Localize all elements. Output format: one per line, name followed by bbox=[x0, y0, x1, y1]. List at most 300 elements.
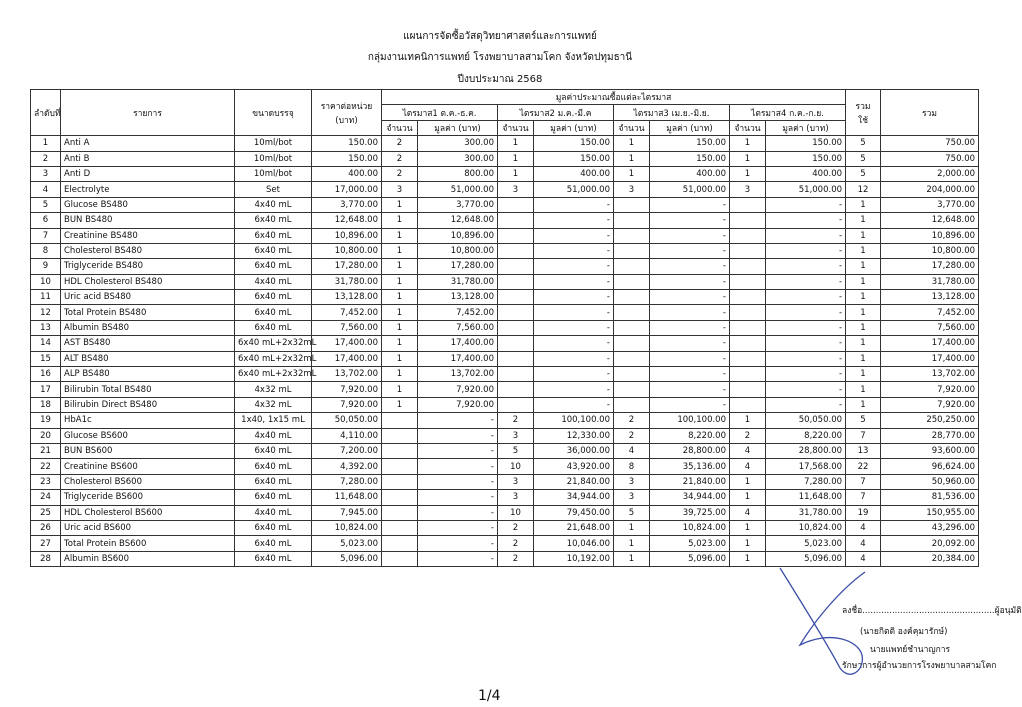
row-no: 15 bbox=[31, 351, 61, 366]
q4-qty bbox=[730, 382, 766, 397]
q1-value: 10,800.00 bbox=[418, 243, 498, 258]
q3-qty bbox=[614, 320, 650, 335]
item-name: Albumin BS480 bbox=[61, 320, 235, 335]
q1-qty bbox=[382, 536, 418, 551]
q3-value: - bbox=[650, 367, 730, 382]
q3-value: - bbox=[650, 320, 730, 335]
table-row bbox=[31, 474, 979, 489]
unit-price: 17,000.00 bbox=[312, 182, 382, 197]
q2-qty: 2 bbox=[498, 551, 534, 566]
q1-qty: 1 bbox=[382, 382, 418, 397]
q3-value: - bbox=[650, 336, 730, 351]
row-no: 13 bbox=[31, 320, 61, 335]
q4-qty: 4 bbox=[730, 505, 766, 520]
row-no: 2 bbox=[31, 151, 61, 166]
q2-value: - bbox=[534, 259, 614, 274]
table-row bbox=[31, 505, 979, 520]
header-q3-value: มูลค่า (บาท) bbox=[650, 120, 730, 135]
q3-qty bbox=[614, 351, 650, 366]
item-name: Uric acid BS600 bbox=[61, 520, 235, 535]
q2-qty: 3 bbox=[498, 428, 534, 443]
q1-qty: 1 bbox=[382, 213, 418, 228]
page-number: 1/4 bbox=[478, 688, 501, 704]
row-no: 28 bbox=[31, 551, 61, 566]
total-value: 43,296.00 bbox=[881, 520, 979, 535]
q4-qty bbox=[730, 274, 766, 289]
q2-value: - bbox=[534, 197, 614, 212]
q1-qty: 1 bbox=[382, 320, 418, 335]
item-name: Creatinine BS600 bbox=[61, 459, 235, 474]
unit-price: 50,050.00 bbox=[312, 413, 382, 428]
q3-value: 34,944.00 bbox=[650, 490, 730, 505]
signer-acting-position: รักษาการผู้อำนวยการโรงพยาบาลสามโคก bbox=[842, 661, 997, 671]
row-no: 18 bbox=[31, 397, 61, 412]
q3-value: 5,023.00 bbox=[650, 536, 730, 551]
total-qty: 1 bbox=[846, 305, 881, 320]
unit-price: 7,560.00 bbox=[312, 320, 382, 335]
item-name: HbA1c bbox=[61, 413, 235, 428]
q3-qty: 1 bbox=[614, 520, 650, 535]
q1-value: - bbox=[418, 520, 498, 535]
q3-value: 150.00 bbox=[650, 136, 730, 151]
header-total-use-label: รวม bbox=[855, 101, 871, 112]
q1-value: 17,280.00 bbox=[418, 259, 498, 274]
q4-qty: 1 bbox=[730, 474, 766, 489]
pack-size: 6x40 mL bbox=[235, 213, 312, 228]
unit-price: 7,452.00 bbox=[312, 305, 382, 320]
unit-price: 400.00 bbox=[312, 166, 382, 181]
pack-size: 6x40 mL bbox=[235, 459, 312, 474]
q3-value: - bbox=[650, 243, 730, 258]
total-qty: 1 bbox=[846, 290, 881, 305]
total-value: 250,250.00 bbox=[881, 413, 979, 428]
total-qty: 4 bbox=[846, 520, 881, 535]
q1-qty bbox=[382, 520, 418, 535]
pack-size: 4x40 mL bbox=[235, 274, 312, 289]
q2-value: 10,046.00 bbox=[534, 536, 614, 551]
q2-qty: 10 bbox=[498, 505, 534, 520]
q1-value: 7,920.00 bbox=[418, 382, 498, 397]
table-row bbox=[31, 459, 979, 474]
unit-price: 11,648.00 bbox=[312, 490, 382, 505]
item-name: Cholesterol BS480 bbox=[61, 243, 235, 258]
q1-qty: 1 bbox=[382, 367, 418, 382]
q3-qty: 2 bbox=[614, 413, 650, 428]
q1-value: - bbox=[418, 413, 498, 428]
q2-value: 43,920.00 bbox=[534, 459, 614, 474]
table-row bbox=[31, 228, 979, 243]
q4-qty bbox=[730, 259, 766, 274]
q2-value: - bbox=[534, 243, 614, 258]
q1-value: 300.00 bbox=[418, 151, 498, 166]
q2-value: - bbox=[534, 290, 614, 305]
q1-qty: 1 bbox=[382, 336, 418, 351]
q1-qty bbox=[382, 428, 418, 443]
q2-value: 150.00 bbox=[534, 151, 614, 166]
q2-value: - bbox=[534, 228, 614, 243]
row-no: 6 bbox=[31, 213, 61, 228]
q1-qty bbox=[382, 443, 418, 458]
unit-price: 7,920.00 bbox=[312, 382, 382, 397]
table-header bbox=[31, 90, 979, 136]
header-q4-qty: จำนวน bbox=[730, 120, 766, 135]
q3-value: 150.00 bbox=[650, 151, 730, 166]
item-name: Uric acid BS480 bbox=[61, 290, 235, 305]
item-name: Glucose BS600 bbox=[61, 428, 235, 443]
pack-size: 6x40 mL bbox=[235, 536, 312, 551]
q3-qty bbox=[614, 367, 650, 382]
item-name: Anti D bbox=[61, 166, 235, 181]
pack-size: 6x40 mL bbox=[235, 551, 312, 566]
total-value: 20,092.00 bbox=[881, 536, 979, 551]
total-value: 150,955.00 bbox=[881, 505, 979, 520]
total-value: 10,896.00 bbox=[881, 228, 979, 243]
row-no: 5 bbox=[31, 197, 61, 212]
table-row bbox=[31, 151, 979, 166]
item-name: ALP BS480 bbox=[61, 367, 235, 382]
q4-qty: 4 bbox=[730, 443, 766, 458]
q3-qty bbox=[614, 259, 650, 274]
unit-price: 5,023.00 bbox=[312, 536, 382, 551]
q4-qty bbox=[730, 197, 766, 212]
q1-value: 13,702.00 bbox=[418, 367, 498, 382]
total-qty: 12 bbox=[846, 182, 881, 197]
pack-size: 4x40 mL bbox=[235, 197, 312, 212]
total-value: 28,770.00 bbox=[881, 428, 979, 443]
total-value: 204,000.00 bbox=[881, 182, 979, 197]
q2-value: 51,000.00 bbox=[534, 182, 614, 197]
q4-qty bbox=[730, 367, 766, 382]
q2-qty bbox=[498, 197, 534, 212]
q2-qty: 2 bbox=[498, 413, 534, 428]
table-row bbox=[31, 259, 979, 274]
q4-qty bbox=[730, 336, 766, 351]
q3-qty bbox=[614, 228, 650, 243]
table-row bbox=[31, 243, 979, 258]
row-no: 11 bbox=[31, 290, 61, 305]
q3-qty bbox=[614, 197, 650, 212]
table-row bbox=[31, 382, 979, 397]
row-no: 19 bbox=[31, 413, 61, 428]
q4-qty bbox=[730, 320, 766, 335]
total-value: 13,128.00 bbox=[881, 290, 979, 305]
q2-qty bbox=[498, 336, 534, 351]
total-qty: 7 bbox=[846, 490, 881, 505]
q3-qty: 8 bbox=[614, 459, 650, 474]
row-no: 22 bbox=[31, 459, 61, 474]
doc-title: แผนการจัดซื้อวัสดุวิทยาศาสตร์และการแพทย์ bbox=[403, 31, 597, 42]
q4-qty bbox=[730, 228, 766, 243]
q2-qty bbox=[498, 351, 534, 366]
total-value: 3,770.00 bbox=[881, 197, 979, 212]
header-unit-price-unit: (บาท) bbox=[335, 115, 358, 126]
table-row bbox=[31, 351, 979, 366]
total-value: 17,400.00 bbox=[881, 351, 979, 366]
table-row bbox=[31, 428, 979, 443]
item-name: Anti B bbox=[61, 151, 235, 166]
q2-value: - bbox=[534, 336, 614, 351]
q4-value: - bbox=[766, 351, 846, 366]
total-value: 93,600.00 bbox=[881, 443, 979, 458]
item-name: Total Protein BS480 bbox=[61, 305, 235, 320]
row-no: 14 bbox=[31, 336, 61, 351]
q4-value: - bbox=[766, 213, 846, 228]
q2-value: - bbox=[534, 213, 614, 228]
total-value: 12,648.00 bbox=[881, 213, 979, 228]
q4-qty bbox=[730, 290, 766, 305]
q1-qty: 2 bbox=[382, 151, 418, 166]
q4-value: - bbox=[766, 197, 846, 212]
q4-qty bbox=[730, 305, 766, 320]
total-value: 7,452.00 bbox=[881, 305, 979, 320]
q1-qty bbox=[382, 459, 418, 474]
q1-qty: 1 bbox=[382, 290, 418, 305]
q2-value: 21,648.00 bbox=[534, 520, 614, 535]
q1-qty: 2 bbox=[382, 136, 418, 151]
table-row bbox=[31, 290, 979, 305]
q1-qty bbox=[382, 551, 418, 566]
q2-qty bbox=[498, 259, 534, 274]
signature-line: ลงชื่อ.................................................ผู้อนุมัติ bbox=[842, 606, 1022, 616]
q4-qty: 2 bbox=[730, 428, 766, 443]
unit-price: 4,392.00 bbox=[312, 459, 382, 474]
q1-value: 7,452.00 bbox=[418, 305, 498, 320]
q1-value: 7,920.00 bbox=[418, 397, 498, 412]
total-value: 81,536.00 bbox=[881, 490, 979, 505]
item-name: Albumin BS600 bbox=[61, 551, 235, 566]
pack-size: 6x40 mL bbox=[235, 228, 312, 243]
table-row bbox=[31, 367, 979, 382]
table-row bbox=[31, 305, 979, 320]
q4-value: 7,280.00 bbox=[766, 474, 846, 489]
item-name: Bilirubin Total BS480 bbox=[61, 382, 235, 397]
unit-price: 12,648.00 bbox=[312, 213, 382, 228]
q1-value: - bbox=[418, 551, 498, 566]
q3-value: - bbox=[650, 213, 730, 228]
table-row bbox=[31, 197, 979, 212]
q3-qty: 5 bbox=[614, 505, 650, 520]
q4-qty: 1 bbox=[730, 490, 766, 505]
pack-size: 6x40 mL+2x32mL bbox=[235, 351, 312, 366]
q2-qty: 2 bbox=[498, 536, 534, 551]
total-qty: 1 bbox=[846, 259, 881, 274]
total-value: 7,560.00 bbox=[881, 320, 979, 335]
total-qty: 13 bbox=[846, 443, 881, 458]
q3-qty bbox=[614, 382, 650, 397]
q1-value: 13,128.00 bbox=[418, 290, 498, 305]
total-qty: 1 bbox=[846, 382, 881, 397]
pack-size: 6x40 mL+2x32mL bbox=[235, 336, 312, 351]
unit-price: 10,824.00 bbox=[312, 520, 382, 535]
pack-size: Set bbox=[235, 182, 312, 197]
q1-value: 7,560.00 bbox=[418, 320, 498, 335]
q2-value: - bbox=[534, 351, 614, 366]
q1-value: 3,770.00 bbox=[418, 197, 498, 212]
q4-qty: 1 bbox=[730, 520, 766, 535]
table-row bbox=[31, 320, 979, 335]
q3-value: - bbox=[650, 351, 730, 366]
total-qty: 1 bbox=[846, 243, 881, 258]
total-qty: 22 bbox=[846, 459, 881, 474]
total-value: 10,800.00 bbox=[881, 243, 979, 258]
q3-qty bbox=[614, 397, 650, 412]
header-pack: ขนาดบรรจุ bbox=[235, 90, 312, 136]
q2-qty: 5 bbox=[498, 443, 534, 458]
total-qty: 1 bbox=[846, 274, 881, 289]
total-value: 750.00 bbox=[881, 136, 979, 151]
q4-qty: 1 bbox=[730, 551, 766, 566]
q4-value: 28,800.00 bbox=[766, 443, 846, 458]
header-unit-price-label: ราคาต่อหน่วย bbox=[320, 101, 373, 112]
q1-qty: 1 bbox=[382, 228, 418, 243]
q4-value: 400.00 bbox=[766, 166, 846, 181]
q2-qty: 3 bbox=[498, 474, 534, 489]
q2-qty: 3 bbox=[498, 490, 534, 505]
header-item: รายการ bbox=[61, 90, 235, 136]
q3-qty: 1 bbox=[614, 166, 650, 181]
table-row bbox=[31, 336, 979, 351]
q3-value: - bbox=[650, 382, 730, 397]
table-row bbox=[31, 213, 979, 228]
header-q3-qty: จำนวน bbox=[614, 120, 650, 135]
q1-value: 51,000.00 bbox=[418, 182, 498, 197]
table-row bbox=[31, 166, 979, 181]
q4-value: 5,096.00 bbox=[766, 551, 846, 566]
q1-qty: 1 bbox=[382, 259, 418, 274]
q3-qty: 1 bbox=[614, 536, 650, 551]
table-row bbox=[31, 397, 979, 412]
q2-qty bbox=[498, 290, 534, 305]
total-qty: 7 bbox=[846, 474, 881, 489]
q4-value: 10,824.00 bbox=[766, 520, 846, 535]
q4-value: - bbox=[766, 259, 846, 274]
q2-qty bbox=[498, 213, 534, 228]
item-name: HDL Cholesterol BS480 bbox=[61, 274, 235, 289]
row-no: 27 bbox=[31, 536, 61, 551]
item-name: Bilirubin Direct BS480 bbox=[61, 397, 235, 412]
q3-value: 5,096.00 bbox=[650, 551, 730, 566]
q2-qty bbox=[498, 228, 534, 243]
q2-value: - bbox=[534, 367, 614, 382]
header-total-use-sub: ใช้ bbox=[858, 115, 868, 126]
q3-value: 21,840.00 bbox=[650, 474, 730, 489]
q2-qty bbox=[498, 397, 534, 412]
total-qty: 1 bbox=[846, 351, 881, 366]
q3-qty bbox=[614, 305, 650, 320]
item-name: Total Protein BS600 bbox=[61, 536, 235, 551]
item-name: Cholesterol BS600 bbox=[61, 474, 235, 489]
signer-position: นายแพทย์ชำนาญการ bbox=[870, 645, 951, 655]
pack-size: 6x40 mL bbox=[235, 490, 312, 505]
total-qty: 5 bbox=[846, 166, 881, 181]
total-value: 7,920.00 bbox=[881, 397, 979, 412]
total-qty: 5 bbox=[846, 151, 881, 166]
q3-value: 400.00 bbox=[650, 166, 730, 181]
q3-qty bbox=[614, 274, 650, 289]
q3-value: - bbox=[650, 259, 730, 274]
unit-price: 4,110.00 bbox=[312, 428, 382, 443]
pack-size: 6x40 mL bbox=[235, 520, 312, 535]
q2-qty bbox=[498, 305, 534, 320]
row-no: 8 bbox=[31, 243, 61, 258]
total-value: 17,280.00 bbox=[881, 259, 979, 274]
q2-qty: 2 bbox=[498, 520, 534, 535]
total-qty: 7 bbox=[846, 428, 881, 443]
q4-qty: 1 bbox=[730, 151, 766, 166]
unit-price: 17,280.00 bbox=[312, 259, 382, 274]
q3-value: - bbox=[650, 228, 730, 243]
q4-qty: 1 bbox=[730, 136, 766, 151]
total-qty: 4 bbox=[846, 536, 881, 551]
unit-price: 3,770.00 bbox=[312, 197, 382, 212]
header-q2-qty: จำนวน bbox=[498, 120, 534, 135]
q2-value: - bbox=[534, 305, 614, 320]
pack-size: 4x32 mL bbox=[235, 397, 312, 412]
q2-value: 34,944.00 bbox=[534, 490, 614, 505]
row-no: 17 bbox=[31, 382, 61, 397]
signer-name: (นายกิตติ องค์คุมารักษ์) bbox=[860, 627, 948, 637]
q1-qty bbox=[382, 490, 418, 505]
q1-value: - bbox=[418, 428, 498, 443]
q4-qty: 4 bbox=[730, 459, 766, 474]
q2-value: 12,330.00 bbox=[534, 428, 614, 443]
item-name: Anti A bbox=[61, 136, 235, 151]
q1-value: - bbox=[418, 474, 498, 489]
q1-value: 12,648.00 bbox=[418, 213, 498, 228]
total-value: 2,000.00 bbox=[881, 166, 979, 181]
q1-qty: 1 bbox=[382, 305, 418, 320]
header-q2-value: มูลค่า (บาท) bbox=[534, 120, 614, 135]
row-no: 23 bbox=[31, 474, 61, 489]
fiscal-year: ปีงบประมาณ 2568 bbox=[457, 74, 543, 85]
q3-value: 10,824.00 bbox=[650, 520, 730, 535]
pack-size: 4x40 mL bbox=[235, 428, 312, 443]
q1-value: 31,780.00 bbox=[418, 274, 498, 289]
item-name: BUN BS480 bbox=[61, 213, 235, 228]
row-no: 16 bbox=[31, 367, 61, 382]
q2-value: - bbox=[534, 320, 614, 335]
q4-value: 150.00 bbox=[766, 151, 846, 166]
q2-value: 79,450.00 bbox=[534, 505, 614, 520]
pack-size: 6x40 mL bbox=[235, 290, 312, 305]
q4-qty bbox=[730, 397, 766, 412]
q1-qty: 1 bbox=[382, 243, 418, 258]
total-qty: 1 bbox=[846, 397, 881, 412]
q3-value: - bbox=[650, 305, 730, 320]
q2-value: - bbox=[534, 274, 614, 289]
unit-price: 7,200.00 bbox=[312, 443, 382, 458]
q1-value: 17,400.00 bbox=[418, 336, 498, 351]
q3-qty: 2 bbox=[614, 428, 650, 443]
row-no: 20 bbox=[31, 428, 61, 443]
q4-qty bbox=[730, 351, 766, 366]
table-row bbox=[31, 413, 979, 428]
header-unit-price bbox=[312, 90, 382, 136]
pack-size: 6x40 mL bbox=[235, 320, 312, 335]
item-name: AST BS480 bbox=[61, 336, 235, 351]
header-q1: ไตรมาส1 ต.ค.-ธ.ค. bbox=[382, 105, 498, 120]
pack-size: 10ml/bot bbox=[235, 151, 312, 166]
q2-qty: 1 bbox=[498, 166, 534, 181]
q1-value: 10,896.00 bbox=[418, 228, 498, 243]
total-qty: 19 bbox=[846, 505, 881, 520]
q3-value: - bbox=[650, 290, 730, 305]
pack-size: 10ml/bot bbox=[235, 136, 312, 151]
q1-value: - bbox=[418, 490, 498, 505]
q3-qty bbox=[614, 243, 650, 258]
table-row bbox=[31, 136, 979, 151]
unit-price: 150.00 bbox=[312, 151, 382, 166]
